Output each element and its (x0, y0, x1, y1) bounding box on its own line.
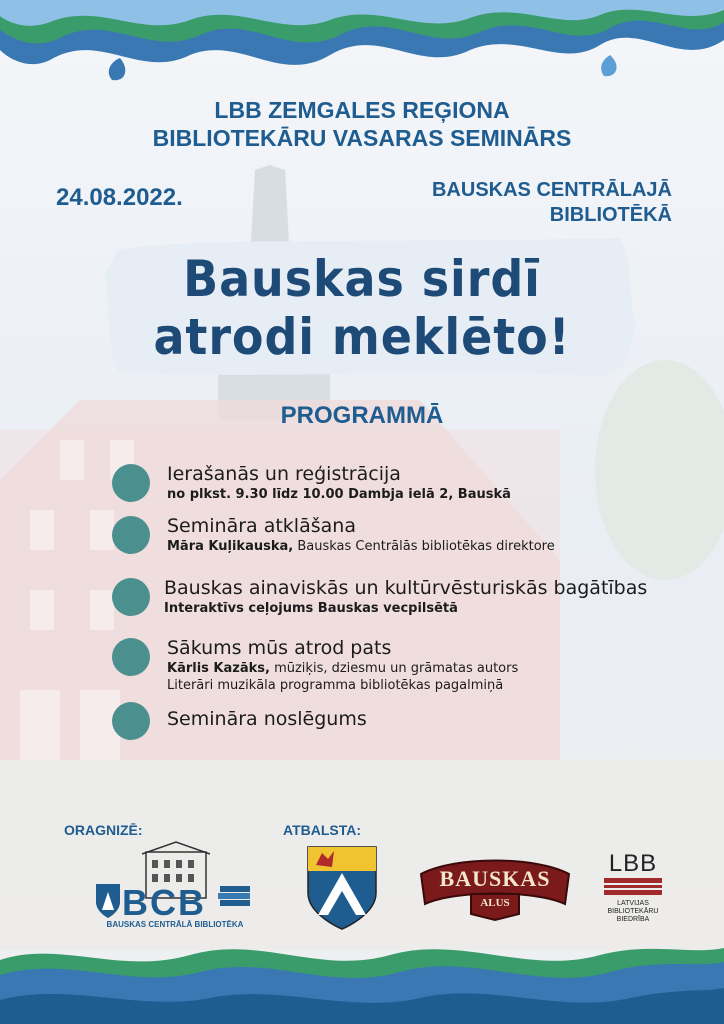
beer-line-2: ALUS (480, 897, 510, 909)
seminar-heading (0, 96, 724, 152)
wave-bullet-icon (112, 578, 150, 616)
heading-line-1: LBB ZEMGALES REĢIONA (214, 97, 510, 123)
item-detail-2: Literāri muzikāla programma bibliotēkas pagalmiņā (167, 678, 504, 693)
organizer-label: ORAGNIZĒ: (64, 822, 143, 838)
item-title: Semināra noslēgums (167, 708, 367, 730)
bcb-letters: BCB (122, 882, 206, 923)
coat-of-arms-icon (306, 845, 378, 931)
event-venue (432, 178, 672, 228)
item-detail: Māra Kuļikauska, Bauskas Centrālās bibliotēkas direktore (167, 539, 555, 554)
lbb-logo (596, 850, 670, 930)
venue-line-2: BIBLIOTĒKĀ (549, 204, 672, 226)
wave-bullet-icon (112, 516, 150, 554)
bcb-library-logo (92, 840, 254, 932)
event-date: 24.08.2022. (56, 184, 183, 211)
beer-line-1: BAUSKAS (439, 866, 551, 891)
lbb-abbr: LBB (608, 850, 658, 877)
wave-bullet-icon (112, 638, 150, 676)
bcb-name: BAUSKAS CENTRĀLĀ BIBLIOTĒKA (106, 920, 244, 929)
venue-line-1: BAUSKAS CENTRĀLAJĀ (431, 179, 672, 201)
item-title: Sākums mūs atrod pats (167, 637, 392, 659)
lbb-stripes-icon (604, 878, 662, 896)
item-title: Semināra atklāšana (167, 515, 356, 537)
bauskas-alus-logo (415, 850, 575, 924)
item-detail: Interaktīvs ceļojums Bauskas vecpilsētā (164, 601, 458, 616)
item-title: Bauskas ainaviskās un kultūrvēsturiskās bagātības (164, 577, 648, 599)
support-label: ATBALSTA: (283, 822, 362, 838)
item-title: Ierašanās un reģistrācija (167, 463, 401, 485)
lbb-caption: LATVIJAS BIBLIOTEKĀRU BIEDRĪBA (607, 900, 659, 923)
slogan-line-2: atrodi meklēto! (153, 308, 571, 366)
item-detail: Kārlis Kazāks, mūziķis, dziesmu un grāmatas autors (167, 661, 519, 676)
slogan (29, 250, 695, 366)
wave-bullet-icon (112, 464, 150, 502)
program-title: PROGRAMMĀ (280, 402, 444, 429)
slogan-line-1: Bauskas sirdī (183, 250, 541, 308)
heading-line-2: BIBLIOTEKĀRU VASARAS SEMINĀRS (152, 125, 572, 151)
item-detail: no plkst. 9.30 līdz 10.00 Dambja ielā 2, Bauskā (167, 487, 511, 502)
wave-bullet-icon (112, 702, 150, 740)
